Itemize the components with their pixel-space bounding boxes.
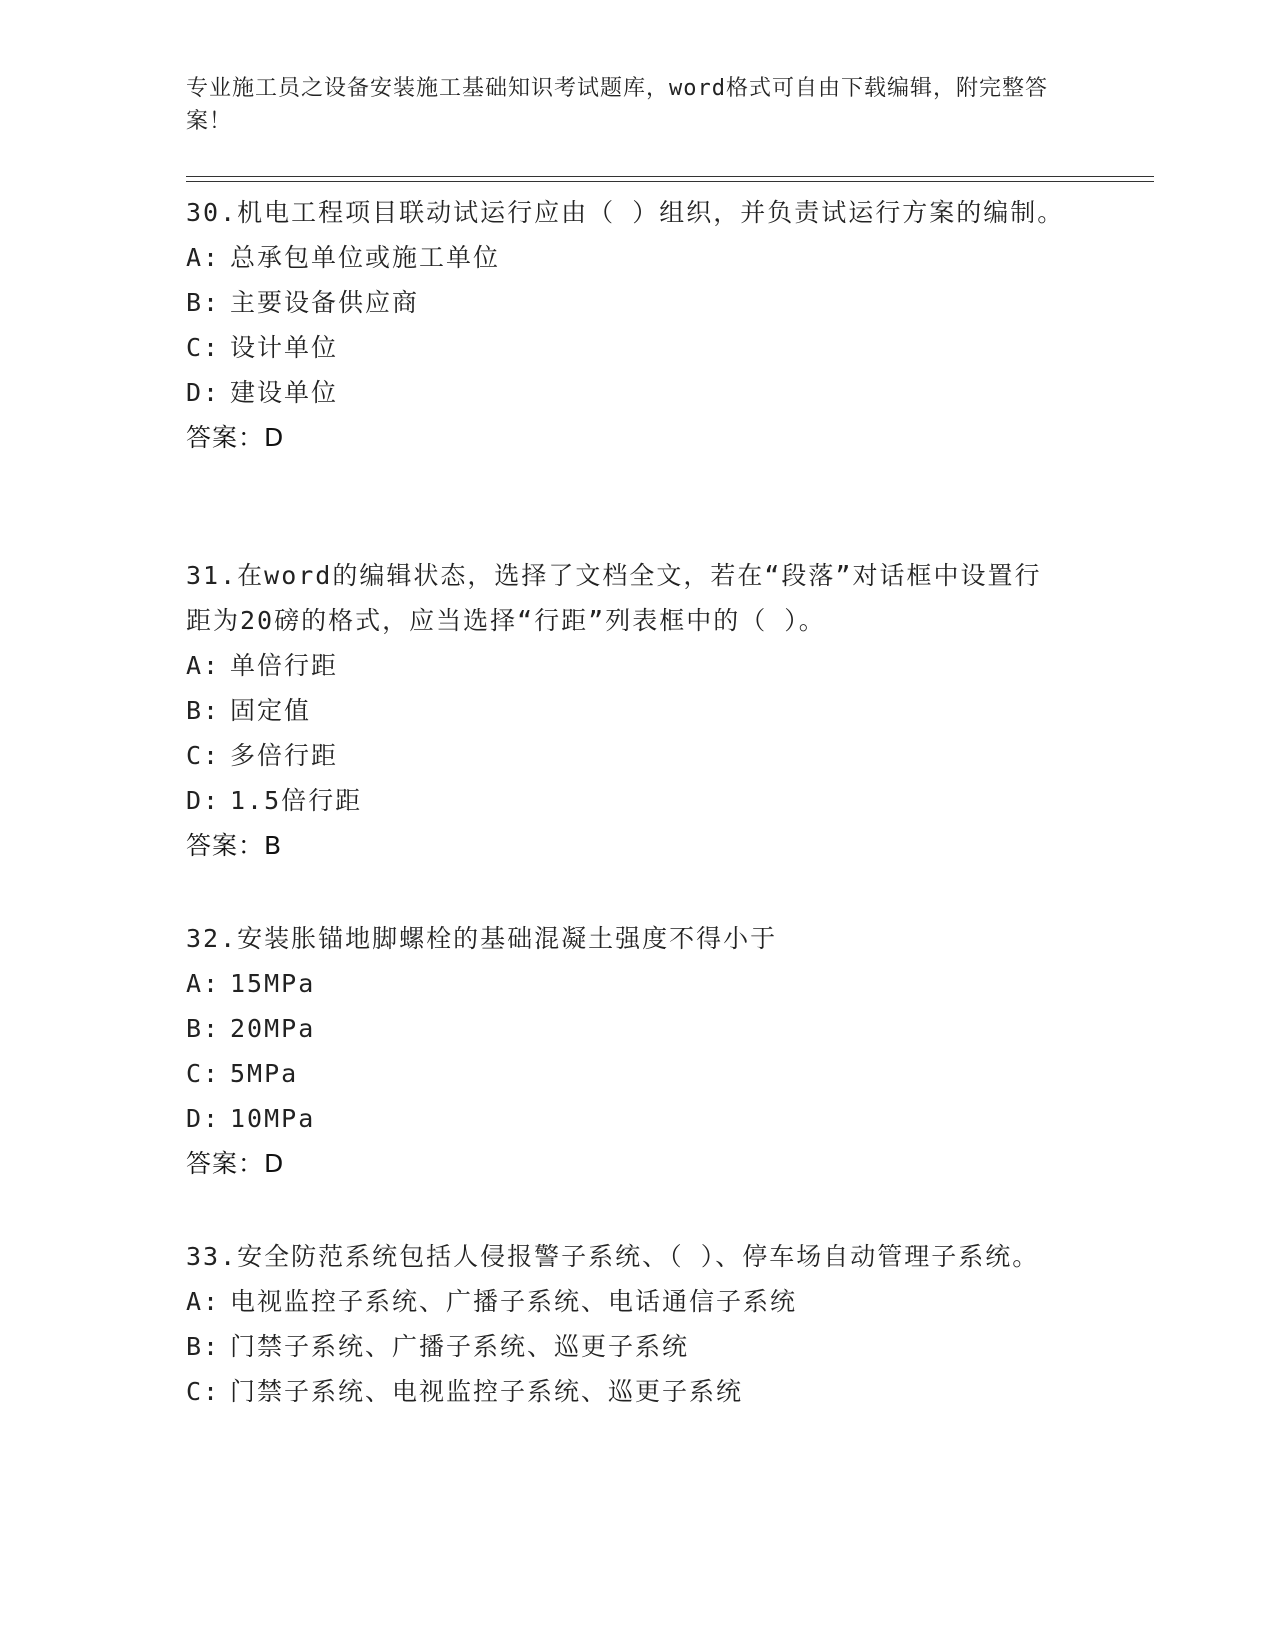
option-text: 15MPa [230,969,316,998]
option-letter: C: [186,333,221,362]
answer-line: 答案：B [186,831,283,860]
question-30 [186,190,1066,460]
option-text: 10MPa [230,1104,316,1133]
option-letter: D: [186,786,221,815]
option-text: 20MPa [230,1014,316,1043]
option-text: 单倍行距 [230,651,339,680]
option-b [186,688,1066,733]
document-header: 专业施工员之设备安装施工基础知识考试题库，word格式可自由下载编辑，附完整答案！ [186,76,1048,134]
question-31 [186,553,1066,868]
option-a [186,961,1066,1006]
option-a [186,235,1066,280]
option-d [186,370,1066,415]
option-text: 门禁子系统、广播子系统、巡更子系统 [230,1332,690,1361]
question-text: 33.安全防范系统包括人侵报警子系统、（ ）、停车场自动管理子系统。 [186,1242,1040,1271]
question-33 [186,1234,1066,1414]
option-b [186,1324,1066,1369]
option-text: 固定值 [230,696,312,725]
option-text: 建设单位 [230,378,339,407]
option-b [186,280,1066,325]
option-letter: D: [186,378,221,407]
option-text: 门禁子系统、电视监控子系统、巡更子系统 [230,1377,744,1406]
option-letter: C: [186,1059,221,1088]
option-text: 总承包单位或施工单位 [230,243,501,272]
option-text: 1.5倍行距 [230,786,363,815]
option-a [186,1279,1066,1324]
option-d [186,778,1066,823]
option-text: 主要设备供应商 [230,288,420,317]
option-b [186,1006,1066,1051]
option-letter: B: [186,696,221,725]
option-c [186,733,1066,778]
option-c [186,1369,1066,1414]
option-letter: A: [186,243,221,272]
question-text: 31.在word的编辑状态，选择了文档全文，若在“段落”对话框中设置行距为20磅的格式，应当选择“行距”列表框中的（ ）。 [186,561,1042,635]
option-letter: A: [186,969,221,998]
question-32 [186,916,1066,1186]
option-c [186,325,1066,370]
option-letter: C: [186,741,221,770]
option-letter: A: [186,651,221,680]
question-text: 30.机电工程项目联动试运行应由（ ）组织，并负责试运行方案的编制。 [186,198,1065,227]
option-d [186,1096,1066,1141]
question-text: 32.安装胀锚地脚螺栓的基础混凝土强度不得小于 [186,924,778,953]
option-letter: A: [186,1287,221,1316]
option-letter: D: [186,1104,221,1133]
option-text: 5MPa [230,1059,299,1088]
option-text: 电视监控子系统、广播子系统、电话通信子系统 [230,1287,798,1316]
option-text: 设计单位 [230,333,339,362]
answer-line: 答案：D [186,1149,285,1178]
option-letter: B: [186,288,221,317]
option-letter: C: [186,1377,221,1406]
answer-line: 答案：D [186,423,285,452]
option-letter: B: [186,1332,221,1361]
option-a [186,643,1066,688]
header-divider-bottom [186,181,1154,182]
option-text: 多倍行距 [230,741,339,770]
option-letter: B: [186,1014,221,1043]
option-c [186,1051,1066,1096]
header-divider-top [186,176,1154,177]
